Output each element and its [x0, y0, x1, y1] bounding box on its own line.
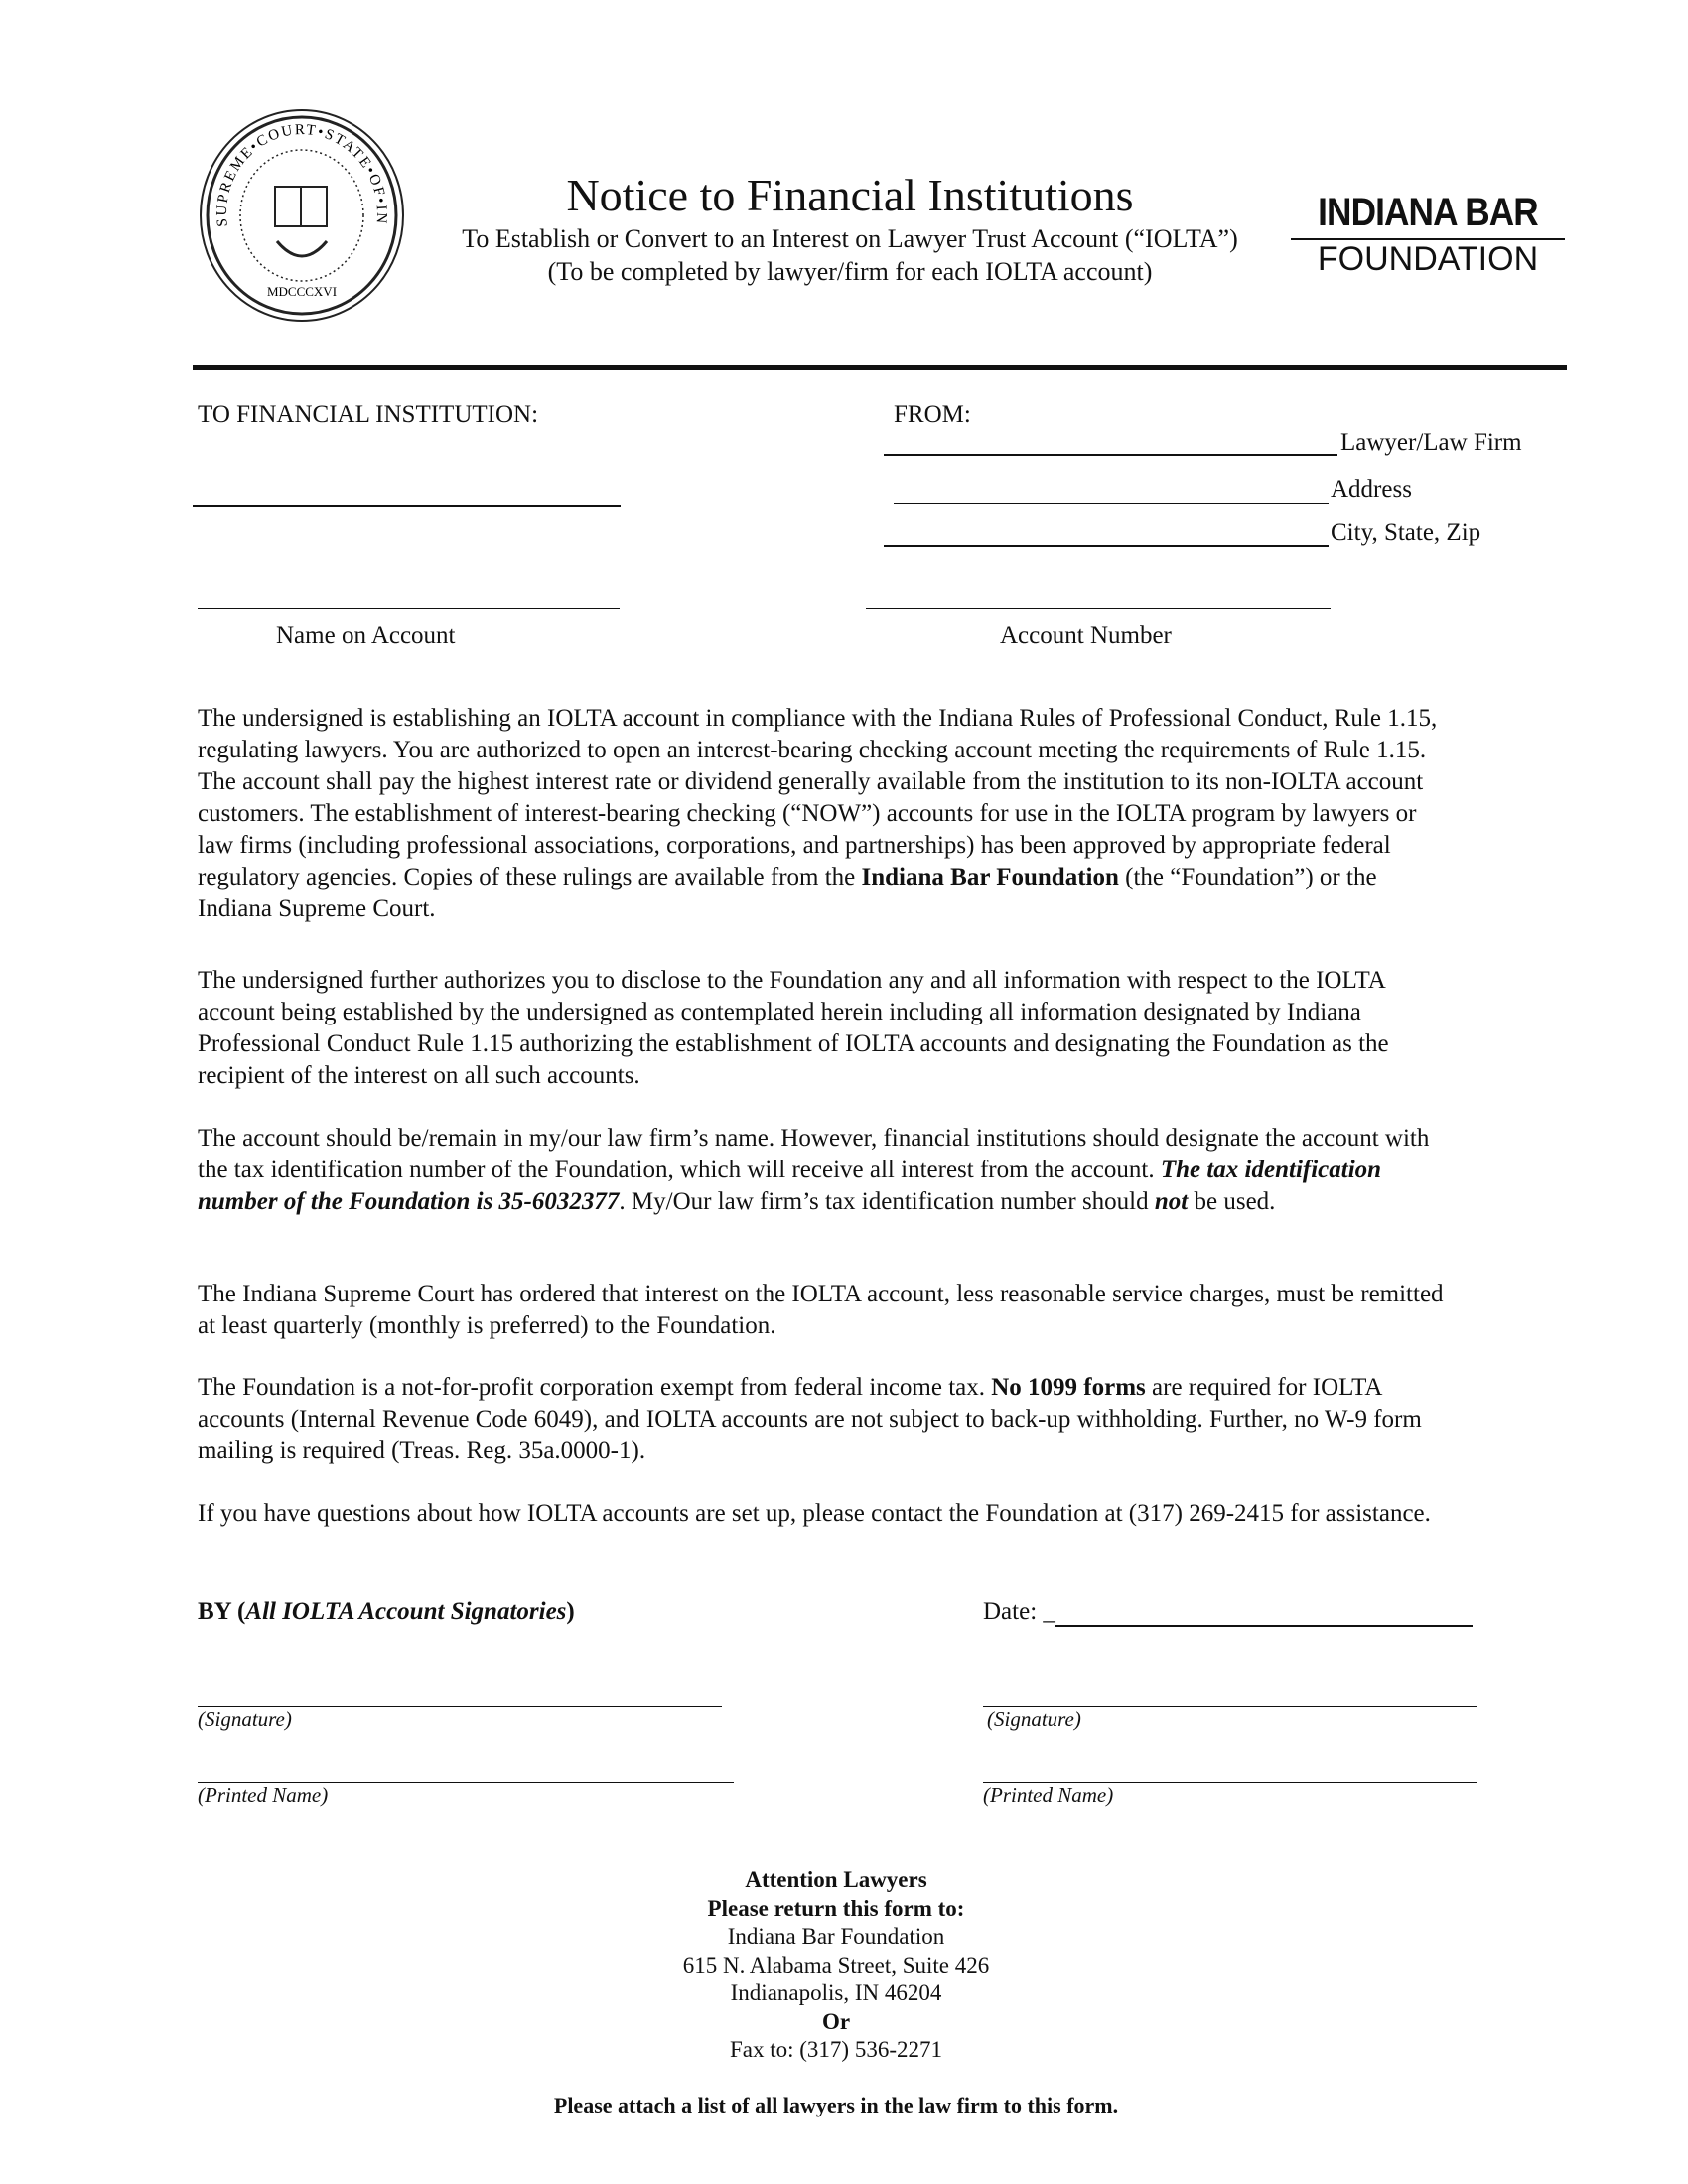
text: The Foundation is a not-for-profit corporation exempt from federal income tax. — [198, 1374, 992, 1401]
city-state-zip-field[interactable] — [884, 545, 1329, 547]
svg-text:MDCCCXVI: MDCCCXVI — [266, 284, 338, 299]
logo-indiana-bar: INDIANA BAR — [1318, 191, 1538, 234]
name-on-account-label: Name on Account — [276, 622, 456, 649]
account-number-field[interactable] — [866, 608, 1331, 609]
return-address-block — [538, 1866, 1134, 2065]
street-address: 615 N. Alabama Street, Suite 426 — [682, 1952, 990, 1978]
financial-institution-field[interactable] — [193, 505, 621, 507]
foundation-tax-id: The tax identification number of the Foundation is 35-6032377 — [198, 1157, 1382, 1215]
text: . My/Our law firm’s tax identification number should — [619, 1188, 1155, 1215]
paragraph-tax-exempt — [198, 1372, 1451, 1467]
fax-number: Fax to: (317) 536-2271 — [729, 2037, 942, 2062]
address-label: Address — [1331, 477, 1412, 503]
city-address: Indianapolis, IN 46204 — [730, 1980, 942, 2005]
text: be used. — [1188, 1188, 1276, 1215]
paragraph-disclosure: The undersigned further authorizes you to disclose to the Foundation any and all information with respect to the IOLTA account being established by the undersigned as contemplated herein including all information designated by Indiana Professional Conduct Rule 1.15 authorizing the establishment of IOLTA accounts and designating the Foundation as the recipient of the interest on all such accounts. — [198, 967, 1389, 1089]
printed-name-label: (Printed Name) — [983, 1783, 1114, 1807]
city-state-zip-label: City, State, Zip — [1331, 519, 1481, 546]
return-instruction: Please return this form to: — [707, 1895, 965, 1921]
header-divider — [193, 365, 1567, 370]
foundation-name: Indiana Bar Foundation — [861, 864, 1119, 890]
address-field[interactable] — [894, 503, 1329, 504]
printed-name-label: (Printed Name) — [198, 1783, 329, 1807]
logo-foundation: FOUNDATION — [1291, 238, 1565, 279]
no-1099-forms: No 1099 forms — [991, 1374, 1146, 1401]
to-financial-institution-label: TO FINANCIAL INSTITUTION: — [198, 401, 539, 428]
paragraph-tax-id — [198, 1123, 1451, 1218]
by-signatories-label: BY (All IOLTA Account Signatories) — [198, 1598, 575, 1625]
date-label: Date: _ — [983, 1598, 1055, 1625]
lawyer-firm-field[interactable] — [884, 454, 1337, 456]
emphasis-not: not — [1154, 1188, 1189, 1215]
paragraph-authorization — [198, 703, 1451, 925]
attach-list-note: Please attach a list of all lawyers in the law firm to this form. — [553, 2093, 1119, 2117]
account-number-label: Account Number — [1000, 622, 1172, 649]
or-label: Or — [821, 2008, 851, 2034]
subtitle: To Establish or Convert to an Interest on Lawyer Trust Account (“IOLTA”) — [462, 224, 1238, 253]
name-on-account-field[interactable] — [198, 608, 620, 609]
signature-label: (Signature) — [987, 1707, 1081, 1731]
org-name: Indiana Bar Foundation — [727, 1924, 945, 1949]
page-title: Notice to Financial Institutions — [566, 170, 1134, 220]
attention-heading: Attention Lawyers — [745, 1867, 927, 1892]
subtitle-instructions: (To be completed by lawyer/firm for each IOLTA account) — [547, 257, 1153, 286]
from-label: FROM: — [894, 401, 971, 428]
paragraph-contact: If you have questions about how IOLTA accounts are set up, please contact the Foundation at (317) 269-2415 for assistance. — [198, 1500, 1431, 1527]
text: are required for IOLTA accounts (Internal Revenue Code 6049), and IOLTA accounts are not subject to back-up withholding. Further, no W-9 form mailing is required (Treas. Reg. 35a.0000-1). — [198, 1374, 1422, 1464]
lawyer-firm-label: Lawyer/Law Firm — [1340, 429, 1522, 456]
signature-label: (Signature) — [198, 1707, 292, 1731]
indiana-supreme-court-seal — [198, 107, 407, 324]
text: (the “Foundation”) or the Indiana Supreme Court. — [198, 864, 1377, 922]
paragraph-remittance: The Indiana Supreme Court has ordered that interest on the IOLTA account, less reasonable service charges, must be remitted at least quarterly (monthly is preferred) to the Foundation. — [198, 1281, 1444, 1339]
date-field[interactable] — [1055, 1625, 1473, 1627]
svg-text:SUPREME•COURT•STATE•OF•INDIANA: SUPREME•COURT•STATE•OF•IN — [213, 121, 390, 228]
text: The undersigned is establishing an IOLTA account in compliance with the Indiana Rules of Professional Conduct, Rule 1.15, regulating lawyers. You are authorized to open an interest-bearing checking account meeting the requirements of Rule 1.15. The account shall pay the highest interest rate or dividend generally available from the institution to its non-IOLTA account customers. The establishment of interest-bearing checking (“NOW”) accounts for use in the IOLTA program by lawyers or law firms (including professional associations, corporations, and partnerships) has been approved by appropriate federal regulatory agencies. Copies of these rulings are available from the — [198, 705, 1438, 890]
text: The account should be/remain in my/our law firm’s name. However, financial institutions should designate the account with the tax identification number of the Foundation, which will receive all interest from the account. — [198, 1125, 1430, 1183]
